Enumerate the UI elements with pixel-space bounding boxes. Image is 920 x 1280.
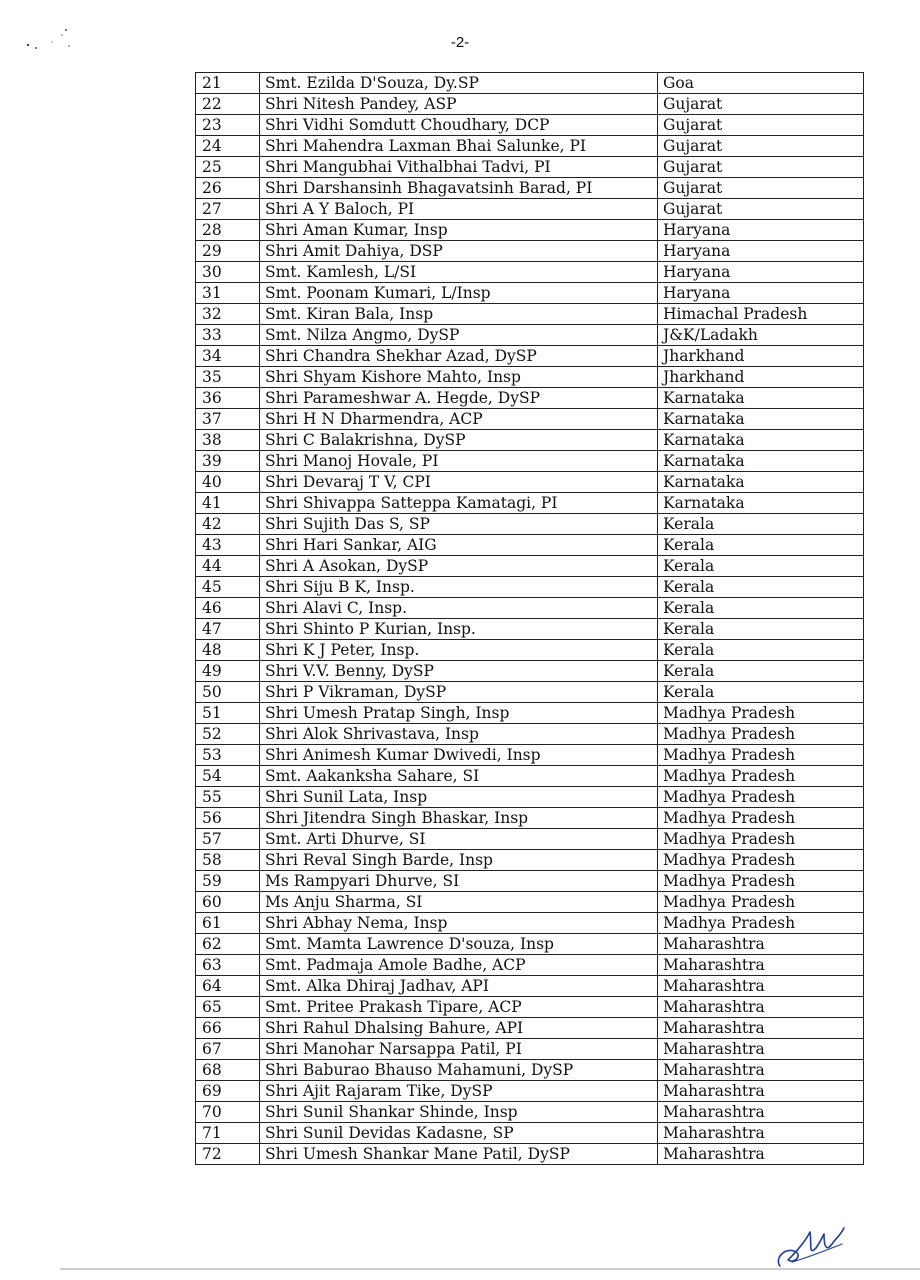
- state-cell: Maharashtra: [658, 1081, 864, 1102]
- state-cell: Karnataka: [658, 388, 864, 409]
- table-row: [196, 94, 864, 115]
- serial-number-cell: 43: [196, 535, 260, 556]
- serial-number-cell: 37: [196, 409, 260, 430]
- state-cell: Karnataka: [658, 409, 864, 430]
- officer-name-cell: Shri Sunil Devidas Kadasne, SP: [260, 1123, 658, 1144]
- officer-name-cell: Shri Shinto P Kurian, Insp.: [260, 619, 658, 640]
- state-cell: Maharashtra: [658, 1018, 864, 1039]
- table-row: [196, 283, 864, 304]
- state-cell: Gujarat: [658, 94, 864, 115]
- serial-number-cell: 63: [196, 955, 260, 976]
- officer-name-cell: Smt. Nilza Angmo, DySP: [260, 325, 658, 346]
- state-cell: Karnataka: [658, 430, 864, 451]
- officer-name-cell: Smt. Mamta Lawrence D'souza, Insp: [260, 934, 658, 955]
- serial-number-cell: 71: [196, 1123, 260, 1144]
- officer-name-cell: Shri Reval Singh Barde, Insp: [260, 850, 658, 871]
- state-cell: Maharashtra: [658, 1144, 864, 1165]
- serial-number-cell: 26: [196, 178, 260, 199]
- table-row: [196, 220, 864, 241]
- table-row: [196, 1018, 864, 1039]
- table-row: [196, 514, 864, 535]
- table-row: [196, 1144, 864, 1165]
- table-row: [196, 472, 864, 493]
- officer-name-cell: Shri Aman Kumar, Insp: [260, 220, 658, 241]
- officer-name-cell: Smt. Ezilda D'Souza, Dy.SP: [260, 73, 658, 94]
- serial-number-cell: 32: [196, 304, 260, 325]
- officer-name-cell: Smt. Alka Dhiraj Jadhav, API: [260, 976, 658, 997]
- state-cell: Karnataka: [658, 493, 864, 514]
- scan-bottom-edge: [60, 1268, 920, 1270]
- table-row: [196, 304, 864, 325]
- state-cell: Madhya Pradesh: [658, 808, 864, 829]
- officer-name-cell: Smt. Padmaja Amole Badhe, ACP: [260, 955, 658, 976]
- officer-name-cell: Ms Rampyari Dhurve, SI: [260, 871, 658, 892]
- table-row: [196, 430, 864, 451]
- serial-number-cell: 33: [196, 325, 260, 346]
- table-row: [196, 115, 864, 136]
- table-row: [196, 619, 864, 640]
- officer-name-cell: Shri Shyam Kishore Mahto, Insp: [260, 367, 658, 388]
- state-cell: Madhya Pradesh: [658, 892, 864, 913]
- state-cell: Kerala: [658, 661, 864, 682]
- officer-name-cell: Shri Alavi C, Insp.: [260, 598, 658, 619]
- serial-number-cell: 59: [196, 871, 260, 892]
- state-cell: Kerala: [658, 640, 864, 661]
- state-cell: Madhya Pradesh: [658, 766, 864, 787]
- table-row: [196, 808, 864, 829]
- officer-name-cell: Smt. Pritee Prakash Tipare, ACP: [260, 997, 658, 1018]
- table-row: [196, 682, 864, 703]
- serial-number-cell: 42: [196, 514, 260, 535]
- officer-name-cell: Ms Anju Sharma, SI: [260, 892, 658, 913]
- officer-name-cell: Shri C Balakrishna, DySP: [260, 430, 658, 451]
- serial-number-cell: 21: [196, 73, 260, 94]
- serial-number-cell: 23: [196, 115, 260, 136]
- state-cell: Maharashtra: [658, 1123, 864, 1144]
- state-cell: Himachal Pradesh: [658, 304, 864, 325]
- table-row: [196, 892, 864, 913]
- state-cell: Madhya Pradesh: [658, 787, 864, 808]
- serial-number-cell: 45: [196, 577, 260, 598]
- serial-number-cell: 30: [196, 262, 260, 283]
- table-row: [196, 136, 864, 157]
- serial-number-cell: 64: [196, 976, 260, 997]
- officer-name-cell: Shri A Y Baloch, PI: [260, 199, 658, 220]
- table-row: [196, 1123, 864, 1144]
- serial-number-cell: 56: [196, 808, 260, 829]
- table-row: [196, 346, 864, 367]
- officer-name-cell: Shri K J Peter, Insp.: [260, 640, 658, 661]
- table-row: [196, 934, 864, 955]
- table-row: [196, 640, 864, 661]
- officer-name-cell: Shri Mahendra Laxman Bhai Salunke, PI: [260, 136, 658, 157]
- officer-name-cell: Shri Umesh Pratap Singh, Insp: [260, 703, 658, 724]
- table-row: [196, 661, 864, 682]
- officer-name-cell: Shri Abhay Nema, Insp: [260, 913, 658, 934]
- state-cell: Haryana: [658, 262, 864, 283]
- officer-name-cell: Shri Chandra Shekhar Azad, DySP: [260, 346, 658, 367]
- officer-name-cell: Shri Siju B K, Insp.: [260, 577, 658, 598]
- serial-number-cell: 69: [196, 1081, 260, 1102]
- table-row: [196, 724, 864, 745]
- officer-name-cell: Shri Devaraj T V, CPI: [260, 472, 658, 493]
- officer-name-cell: Shri Nitesh Pandey, ASP: [260, 94, 658, 115]
- table-row: [196, 829, 864, 850]
- table-row: [196, 1102, 864, 1123]
- table-row: [196, 241, 864, 262]
- serial-number-cell: 46: [196, 598, 260, 619]
- serial-number-cell: 35: [196, 367, 260, 388]
- serial-number-cell: 60: [196, 892, 260, 913]
- table-row: [196, 178, 864, 199]
- table-row: [196, 976, 864, 997]
- state-cell: Haryana: [658, 220, 864, 241]
- officer-name-cell: Shri Baburao Bhauso Mahamuni, DySP: [260, 1060, 658, 1081]
- table-row: [196, 325, 864, 346]
- serial-number-cell: 58: [196, 850, 260, 871]
- officer-name-cell: Shri Parameshwar A. Hegde, DySP: [260, 388, 658, 409]
- officer-name-cell: Smt. Poonam Kumari, L/Insp: [260, 283, 658, 304]
- officer-name-cell: Shri Sunil Shankar Shinde, Insp: [260, 1102, 658, 1123]
- state-cell: Madhya Pradesh: [658, 745, 864, 766]
- serial-number-cell: 47: [196, 619, 260, 640]
- table-row: [196, 766, 864, 787]
- serial-number-cell: 22: [196, 94, 260, 115]
- state-cell: Karnataka: [658, 451, 864, 472]
- serial-number-cell: 39: [196, 451, 260, 472]
- officer-name-cell: Shri Vidhi Somdutt Choudhary, DCP: [260, 115, 658, 136]
- serial-number-cell: 38: [196, 430, 260, 451]
- table-row: [196, 1060, 864, 1081]
- state-cell: Maharashtra: [658, 934, 864, 955]
- state-cell: Kerala: [658, 598, 864, 619]
- table-row: [196, 850, 864, 871]
- serial-number-cell: 65: [196, 997, 260, 1018]
- state-cell: Gujarat: [658, 199, 864, 220]
- officer-name-cell: Shri Ajit Rajaram Tike, DySP: [260, 1081, 658, 1102]
- serial-number-cell: 66: [196, 1018, 260, 1039]
- state-cell: Maharashtra: [658, 1102, 864, 1123]
- state-cell: Gujarat: [658, 136, 864, 157]
- table-row: [196, 913, 864, 934]
- table-row: [196, 73, 864, 94]
- state-cell: Gujarat: [658, 178, 864, 199]
- serial-number-cell: 72: [196, 1144, 260, 1165]
- serial-number-cell: 27: [196, 199, 260, 220]
- serial-number-cell: 48: [196, 640, 260, 661]
- table-row: [196, 388, 864, 409]
- table-row: [196, 451, 864, 472]
- officer-name-cell: Shri Hari Sankar, AIG: [260, 535, 658, 556]
- state-cell: Gujarat: [658, 157, 864, 178]
- state-cell: Madhya Pradesh: [658, 829, 864, 850]
- table-row: [196, 199, 864, 220]
- officer-name-cell: Smt. Kiran Bala, Insp: [260, 304, 658, 325]
- state-cell: Madhya Pradesh: [658, 724, 864, 745]
- table-row: [196, 556, 864, 577]
- state-cell: Kerala: [658, 619, 864, 640]
- officer-name-cell: Shri Darshansinh Bhagavatsinh Barad, PI: [260, 178, 658, 199]
- serial-number-cell: 57: [196, 829, 260, 850]
- officer-name-cell: Shri Mangubhai Vithalbhai Tadvi, PI: [260, 157, 658, 178]
- serial-number-cell: 50: [196, 682, 260, 703]
- serial-number-cell: 41: [196, 493, 260, 514]
- officer-name-cell: Shri V.V. Benny, DySP: [260, 661, 658, 682]
- serial-number-cell: 62: [196, 934, 260, 955]
- state-cell: Madhya Pradesh: [658, 703, 864, 724]
- state-cell: Jharkhand: [658, 346, 864, 367]
- state-cell: Haryana: [658, 241, 864, 262]
- state-cell: J&K/Ladakh: [658, 325, 864, 346]
- serial-number-cell: 34: [196, 346, 260, 367]
- officer-name-cell: Shri Shivappa Satteppa Kamatagi, PI: [260, 493, 658, 514]
- serial-number-cell: 31: [196, 283, 260, 304]
- officer-name-cell: Shri Jitendra Singh Bhaskar, Insp: [260, 808, 658, 829]
- officer-name-cell: Smt. Aakanksha Sahare, SI: [260, 766, 658, 787]
- table-row: [196, 871, 864, 892]
- table-row: [196, 1081, 864, 1102]
- table-row: [196, 577, 864, 598]
- state-cell: Kerala: [658, 577, 864, 598]
- table-row: [196, 409, 864, 430]
- table-row: [196, 598, 864, 619]
- state-cell: Karnataka: [658, 472, 864, 493]
- table-row: [196, 535, 864, 556]
- table-row: [196, 493, 864, 514]
- state-cell: Maharashtra: [658, 1039, 864, 1060]
- state-cell: Maharashtra: [658, 955, 864, 976]
- officer-roster-table: [195, 72, 864, 1165]
- serial-number-cell: 24: [196, 136, 260, 157]
- table-row: [196, 262, 864, 283]
- serial-number-cell: 52: [196, 724, 260, 745]
- serial-number-cell: 40: [196, 472, 260, 493]
- officer-name-cell: Shri Umesh Shankar Mane Patil, DySP: [260, 1144, 658, 1165]
- officer-name-cell: Smt. Arti Dhurve, SI: [260, 829, 658, 850]
- table-row: [196, 955, 864, 976]
- officer-name-cell: Shri Amit Dahiya, DSP: [260, 241, 658, 262]
- state-cell: Kerala: [658, 514, 864, 535]
- state-cell: Jharkhand: [658, 367, 864, 388]
- officer-name-cell: Shri Manohar Narsappa Patil, PI: [260, 1039, 658, 1060]
- serial-number-cell: 25: [196, 157, 260, 178]
- serial-number-cell: 28: [196, 220, 260, 241]
- table-row: [196, 745, 864, 766]
- officer-name-cell: Shri Rahul Dhalsing Bahure, API: [260, 1018, 658, 1039]
- state-cell: Maharashtra: [658, 976, 864, 997]
- officer-name-cell: Smt. Kamlesh, L/SI: [260, 262, 658, 283]
- officer-name-cell: Shri Sujith Das S, SP: [260, 514, 658, 535]
- serial-number-cell: 51: [196, 703, 260, 724]
- serial-number-cell: 29: [196, 241, 260, 262]
- state-cell: Kerala: [658, 556, 864, 577]
- table-row: [196, 787, 864, 808]
- state-cell: Madhya Pradesh: [658, 913, 864, 934]
- table-row: [196, 1039, 864, 1060]
- state-cell: Kerala: [658, 535, 864, 556]
- officer-name-cell: Shri H N Dharmendra, ACP: [260, 409, 658, 430]
- officer-name-cell: Shri Manoj Hovale, PI: [260, 451, 658, 472]
- handwritten-signature: [772, 1222, 852, 1272]
- state-cell: Haryana: [658, 283, 864, 304]
- serial-number-cell: 61: [196, 913, 260, 934]
- serial-number-cell: 54: [196, 766, 260, 787]
- table-row: [196, 367, 864, 388]
- state-cell: Gujarat: [658, 115, 864, 136]
- state-cell: Goa: [658, 73, 864, 94]
- officer-name-cell: Shri Sunil Lata, Insp: [260, 787, 658, 808]
- officer-name-cell: Shri Animesh Kumar Dwivedi, Insp: [260, 745, 658, 766]
- state-cell: Maharashtra: [658, 1060, 864, 1081]
- officer-roster-body: [196, 73, 864, 1165]
- state-cell: Maharashtra: [658, 997, 864, 1018]
- page-number: -2-: [450, 34, 470, 51]
- serial-number-cell: 68: [196, 1060, 260, 1081]
- serial-number-cell: 49: [196, 661, 260, 682]
- officer-name-cell: Shri P Vikraman, DySP: [260, 682, 658, 703]
- table-row: [196, 703, 864, 724]
- state-cell: Madhya Pradesh: [658, 850, 864, 871]
- serial-number-cell: 55: [196, 787, 260, 808]
- state-cell: Madhya Pradesh: [658, 871, 864, 892]
- table-row: [196, 157, 864, 178]
- serial-number-cell: 44: [196, 556, 260, 577]
- table-row: [196, 997, 864, 1018]
- officer-name-cell: Shri Alok Shrivastava, Insp: [260, 724, 658, 745]
- officer-name-cell: Shri A Asokan, DySP: [260, 556, 658, 577]
- serial-number-cell: 67: [196, 1039, 260, 1060]
- serial-number-cell: 53: [196, 745, 260, 766]
- serial-number-cell: 70: [196, 1102, 260, 1123]
- serial-number-cell: 36: [196, 388, 260, 409]
- state-cell: Kerala: [658, 682, 864, 703]
